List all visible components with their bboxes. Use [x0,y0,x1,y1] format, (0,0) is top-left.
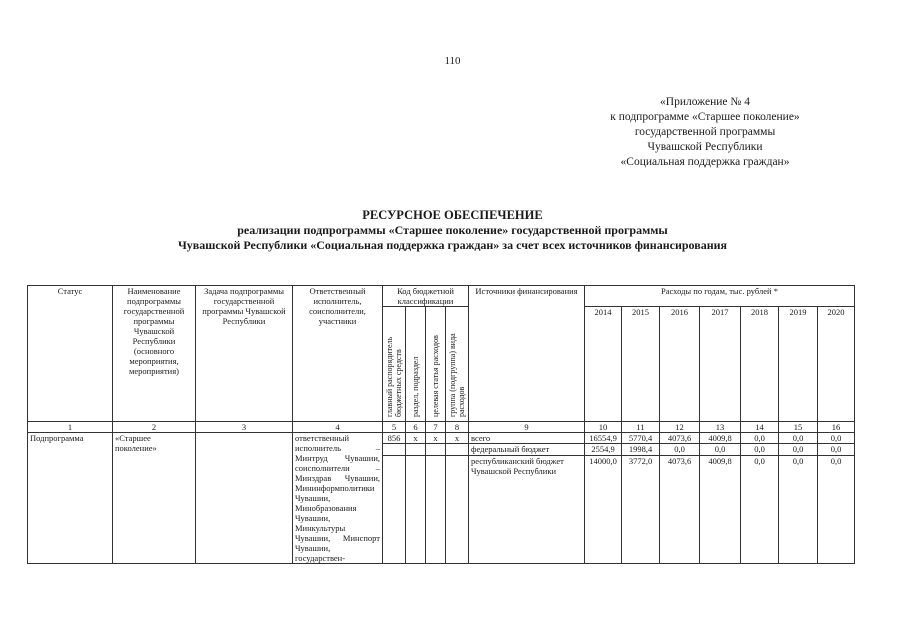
column-number: 3 [196,421,293,432]
value-cell: 16554,9 [585,432,622,444]
source-label: федеральный бюджет [469,444,585,456]
value-cell: 0,0 [779,444,818,456]
header-year: 2020 [818,307,855,318]
table-row [28,432,855,444]
header-sources: Источники финансирования [469,286,585,422]
value-cell: 4009,8 [700,455,741,563]
appendix-line: государственной программы [634,126,776,138]
header-task: Задача подпрограммы государственной программы Чувашской Республики [196,286,293,422]
row-code: x [426,432,446,444]
column-number: 13 [700,421,741,432]
header-code-gr: главный распорядитель бюджетных средств [385,336,403,417]
row-status: Подпрограмма [28,432,113,563]
row-name: «Старшее поколение» [113,432,196,563]
row-executor: ответственный исполнитель – Минтруд Чувашии, соисполнители – Минздрав Чувашии, Мининформполитики Чувашии, Минобразования Чувашии, Минкультуры Чувашии, Минспорт Чувашии, государствен- [293,432,383,563]
column-number: 10 [585,421,622,432]
header-code-section: раздел, подраздел [411,356,420,417]
appendix-line: «Приложение № 4 [660,96,750,108]
column-number: 8 [446,421,469,432]
title-line: РЕСУРСНОЕ ОБЕСПЕЧЕНИЕ [362,208,543,222]
appendix-line: к подпрограмме «Старшее поколение» [610,111,800,123]
header-budget-code: Код бюджетной классификации [383,286,469,307]
value-cell: 14000,0 [585,455,622,563]
value-cell: 0,0 [818,455,855,563]
value-cell: 1998,4 [622,444,660,456]
value-cell: 2554,9 [585,444,622,456]
row-code: x [446,432,469,444]
value-cell: 4073,6 [660,455,700,563]
header-executor: Ответственный исполнитель, соисполнители, участники [293,286,383,422]
row-task [196,432,293,563]
appendix-line: «Социальная поддержка граждан» [620,156,790,168]
value-cell: 0,0 [741,455,779,563]
header-expenses: Расходы по годам, тыс. рублей * [585,286,855,307]
title-line: Чувашской Республики «Социальная поддержка граждан» за счет всех источников финансирования [177,238,728,252]
column-number: 9 [469,421,585,432]
header-year: 2018 [741,307,779,318]
value-cell: 0,0 [818,432,855,444]
column-number: 5 [383,421,406,432]
column-number: 15 [779,421,818,432]
row-code: x [406,432,426,444]
column-number: 12 [660,421,700,432]
value-cell: 3772,0 [622,455,660,563]
header-year: 2019 [779,307,818,318]
value-cell: 0,0 [660,444,700,456]
column-number: 4 [293,421,383,432]
value-cell: 0,0 [779,455,818,563]
source-label: всего [469,432,585,444]
column-number: 2 [113,421,196,432]
source-label: республиканский бюджет Чувашской Республики [469,455,585,563]
value-cell: 0,0 [818,444,855,456]
value-cell: 5770,4 [622,432,660,444]
header-status: Статус [28,286,113,422]
column-number: 1 [28,421,113,432]
header-name: Наименование подпрограммы государственной программы Чувашской Республики (основного мероприятия, мероприятия) [113,286,196,422]
row-code: 856 [383,432,406,444]
header-year: 2015 [622,307,660,318]
column-number: 11 [622,421,660,432]
appendix-note [565,95,845,170]
value-cell: 4009,8 [700,432,741,444]
page-number: 110 [444,55,461,67]
value-cell: 4073,6 [660,432,700,444]
document-title [0,207,905,253]
column-number: 16 [818,421,855,432]
appendix-line: Чувашской Республики [647,141,763,153]
resource-table [27,285,855,564]
header-code-group: группа (подгруппа) вида расходов [448,333,466,417]
header-year: 2017 [700,307,741,318]
header-code-target: целевая статья расходов [431,335,440,417]
header-year: 2016 [660,307,700,318]
title-line: реализации подпрограммы «Старшее поколение» государственной программы [237,223,668,237]
value-cell: 0,0 [779,432,818,444]
column-number: 6 [406,421,426,432]
value-cell: 0,0 [700,444,741,456]
column-number: 14 [741,421,779,432]
header-year: 2014 [585,307,622,318]
value-cell: 0,0 [741,432,779,444]
column-number: 7 [426,421,446,432]
value-cell: 0,0 [741,444,779,456]
